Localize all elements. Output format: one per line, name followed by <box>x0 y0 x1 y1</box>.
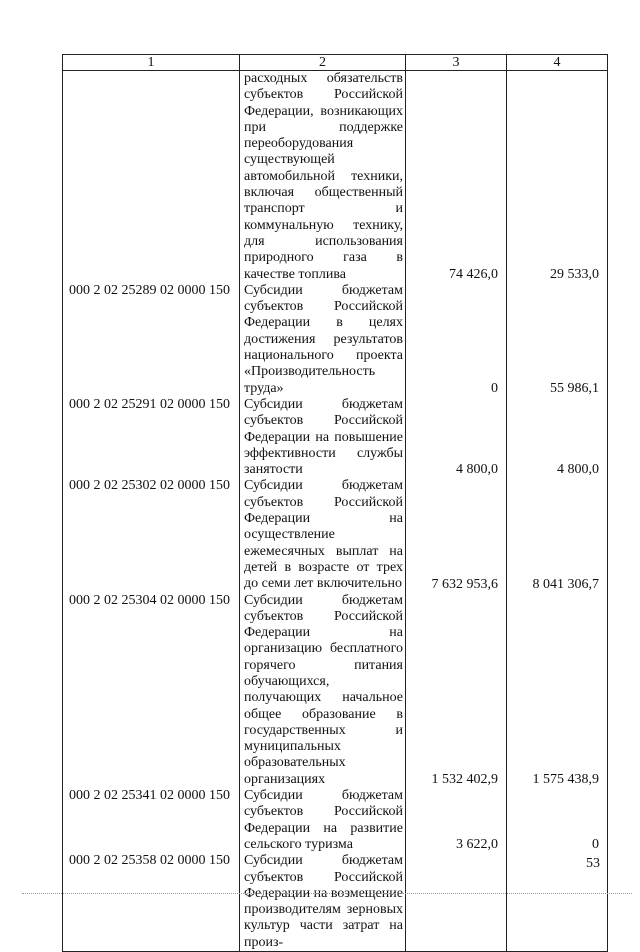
bottom-divider <box>22 893 632 894</box>
header-col-2: 2 <box>240 55 406 71</box>
table-row <box>63 71 608 283</box>
row-value-col4: 55 986,1 <box>507 283 608 397</box>
row-code: 000 2 02 25289 02 0000 150 <box>63 283 240 397</box>
table-row <box>63 283 608 397</box>
row-code: 000 2 02 25341 02 0000 150 <box>63 788 240 853</box>
header-col-3: 3 <box>406 55 507 71</box>
budget-table <box>62 54 608 952</box>
row-description: Субсидии бюджетам субъектов Российской Федерации в целях достижения результатов национального проекта «Производительность труда» <box>240 283 406 397</box>
row-value-col3 <box>406 853 507 951</box>
row-value-col4: 8 041 306,7 <box>507 478 608 592</box>
table-row <box>63 853 608 951</box>
row-value-col3: 7 632 953,6 <box>406 478 507 592</box>
row-description: Субсидии бюджетам субъектов Российской Федерации на возмещение производителям зерновых культур части затрат на произ- <box>240 853 406 951</box>
row-code: 000 2 02 25304 02 0000 150 <box>63 593 240 789</box>
table-row <box>63 593 608 789</box>
row-value-col3: 3 622,0 <box>406 788 507 853</box>
row-description: Субсидии бюджетам субъектов Российской Федерации на повышение эффективности службы занятости <box>240 397 406 478</box>
row-code: 000 2 02 25302 02 0000 150 <box>63 478 240 592</box>
row-value-col3: 1 532 402,9 <box>406 593 507 789</box>
page-number: 53 <box>586 856 600 871</box>
row-value-col4: 0 <box>507 788 608 853</box>
row-value-col4: 1 575 438,9 <box>507 593 608 789</box>
row-code <box>63 71 240 283</box>
header-col-4: 4 <box>507 55 608 71</box>
row-description: расходных обязательств субъектов Российской Федерации, возникающих при поддержке переоборудования существующей автомобильной техники, включая общественный транспорт и коммунальную технику, для использования природного газа в качестве топлива <box>240 71 406 283</box>
table-row <box>63 478 608 592</box>
row-description: Субсидии бюджетам субъектов Российской Федерации на организацию бесплатного горячего питания обучающихся, получающих начальное общее образование в государственных и муниципальных образовательных организациях <box>240 593 406 789</box>
table-row <box>63 397 608 478</box>
row-description: Субсидии бюджетам субъектов Российской Федерации на развитие сельского туризма <box>240 788 406 853</box>
row-value-col3: 74 426,0 <box>406 71 507 283</box>
row-description: Субсидии бюджетам субъектов Российской Федерации на осуществление ежемесячных выплат на детей в возрасте от трех до семи лет включительно <box>240 478 406 592</box>
row-value-col4: 29 533,0 <box>507 71 608 283</box>
row-value-col3: 4 800,0 <box>406 397 507 478</box>
row-code: 000 2 02 25291 02 0000 150 <box>63 397 240 478</box>
row-code: 000 2 02 25358 02 0000 150 <box>63 853 240 951</box>
row-value-col3: 0 <box>406 283 507 397</box>
row-value-col4: 4 800,0 <box>507 397 608 478</box>
table-row <box>63 788 608 853</box>
header-row <box>63 55 608 71</box>
header-col-1: 1 <box>63 55 240 71</box>
